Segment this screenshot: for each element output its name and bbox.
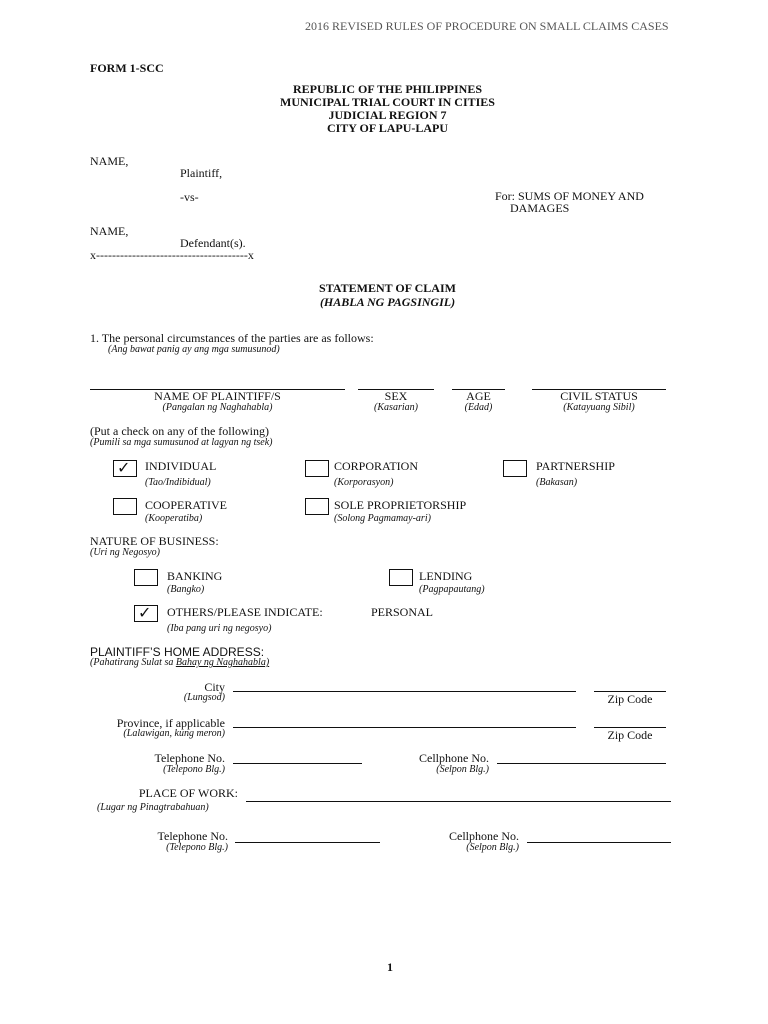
lending-translation: (Pagpapautang) [419, 584, 485, 595]
cooperative-checkbox[interactable] [113, 498, 137, 515]
province-label: Province, if applicable [116, 716, 225, 730]
col-name-translation: (Pangalan ng Naghahabla) [162, 402, 273, 413]
banking-checkbox[interactable] [134, 569, 158, 586]
court-line-3: JUDICIAL REGION 7 [328, 108, 447, 122]
lending-label: LENDING [419, 569, 473, 583]
others-label: OTHERS/PLEASE INDICATE: [167, 605, 323, 619]
section1-translation: (Ang bawat panig ay ang mga sumusunod) [108, 344, 280, 355]
work-telephone-field[interactable] [235, 842, 380, 843]
work-cellphone-field[interactable] [527, 842, 671, 843]
partnership-label: PARTNERSHIP [536, 459, 615, 473]
lending-checkbox[interactable] [389, 569, 413, 586]
province-field[interactable] [233, 727, 576, 728]
home-address-translation [90, 657, 269, 668]
city-label: City [204, 680, 225, 694]
checkmark-icon: ✓ [117, 458, 131, 477]
home-telephone-field[interactable] [233, 763, 362, 764]
defendant-name: NAME, [90, 224, 129, 238]
claim-for-line2: DAMAGES [510, 201, 570, 215]
work-cellphone-translation: (Selpon Blg.) [466, 842, 519, 853]
sole-proprietorship-label: SOLE PROPRIETORSHIP [334, 498, 467, 512]
defendant-role: Defendant(s). [180, 236, 246, 250]
work-telephone-label: Telephone No. [157, 829, 228, 843]
section1-text: 1. The personal circumstances of the parties are as follows: [90, 331, 374, 345]
home-telephone-label: Telephone No. [154, 751, 225, 765]
check-instruction-translation: (Pumili sa mga sumusunod at lagyan ng tsek) [90, 437, 273, 448]
col-age-label: AGE [466, 389, 491, 403]
home-telephone-translation: (Telepono Blg.) [163, 764, 225, 775]
place-of-work-label: PLACE OF WORK: [138, 786, 238, 800]
cooperative-translation: (Kooperatiba) [145, 513, 203, 524]
col-age-translation: (Edad) [464, 402, 493, 413]
city-translation: (Lungsod) [183, 692, 225, 703]
others-checkbox[interactable] [134, 605, 158, 622]
court-line-2: MUNICIPAL TRIAL COURT IN CITIES [280, 95, 495, 109]
col-sex-label: SEX [384, 389, 408, 403]
plaintiff-role: Plaintiff, [180, 166, 223, 180]
corporation-label: CORPORATION [334, 459, 419, 473]
caption-separator: x--------------------------------------x [90, 248, 254, 262]
place-of-work-translation: (Lugar ng Pinagtrabahuan) [97, 802, 209, 813]
checkmark-icon: ✓ [138, 603, 152, 622]
plaintiff-name: NAME, [90, 154, 129, 168]
individual-checkbox[interactable] [113, 460, 137, 477]
court-line-1: REPUBLIC OF THE PHILIPPINES [292, 82, 483, 96]
others-value: PERSONAL [371, 605, 434, 619]
province-translation: (Lalawigan, kung meron) [123, 728, 225, 739]
court-block [230, 83, 545, 135]
work-telephone-translation: (Telepono Blg.) [166, 842, 228, 853]
col-civil-status-label: CIVIL STATUS [560, 389, 638, 403]
banking-label: BANKING [167, 569, 223, 583]
individual-label: INDIVIDUAL [145, 459, 217, 473]
document-subtitle: (HABLA NG PAGSINGIL) [319, 295, 456, 309]
partnership-translation: (Bakasan) [536, 477, 578, 488]
partnership-checkbox[interactable] [503, 460, 527, 477]
sole-proprietorship-translation: (Solong Pagmamay-ari) [334, 513, 431, 524]
home-cellphone-field[interactable] [497, 763, 666, 764]
home-address-translation-prefix: (Pahatirang Sulat sa [90, 657, 176, 668]
document-title: STATEMENT OF CLAIM [319, 281, 456, 295]
nature-of-business-translation: (Uri ng Negosyo) [90, 547, 160, 558]
versus-label: -vs- [180, 190, 199, 204]
corporation-translation: (Korporasyon) [334, 477, 394, 488]
nature-of-business-label: NATURE OF BUSINESS: [90, 534, 219, 548]
col-name-label: NAME OF PLAINTIFF/S [154, 389, 281, 403]
others-translation: (Iba pang uri ng negosyo) [167, 623, 272, 634]
individual-translation: (Tao/Indibidual) [145, 477, 211, 488]
cooperative-label: COOPERATIVE [145, 498, 228, 512]
zip-code-label-2: Zip Code [607, 728, 653, 742]
home-cellphone-label: Cellphone No. [419, 751, 489, 765]
home-address-label: PLAINTIFF’S HOME ADDRESS: [90, 645, 265, 659]
check-instruction: (Put a check on any of the following) [90, 424, 269, 438]
corporation-checkbox[interactable] [305, 460, 329, 477]
city-field[interactable] [233, 691, 576, 692]
court-line-4: CITY OF LAPU-LAPU [326, 121, 449, 135]
place-of-work-field[interactable] [246, 801, 671, 802]
form-id: FORM 1-SCC [90, 61, 164, 75]
col-civil-status-translation: (Katayuang Sibil) [563, 402, 635, 413]
home-address-translation-underlined: Bahay ng Naghahabla) [175, 657, 270, 668]
banking-translation: (Bangko) [167, 584, 205, 595]
claim-for-line1: For: SUMS OF MONEY AND [495, 189, 644, 203]
col-sex-translation: (Kasarian) [374, 402, 418, 413]
sole-proprietorship-checkbox[interactable] [305, 498, 329, 515]
running-header: 2016 REVISED RULES OF PROCEDURE ON SMALL CLAIMS CASES [305, 19, 669, 33]
page-number: 1 [387, 960, 393, 974]
work-cellphone-label: Cellphone No. [449, 829, 519, 843]
zip-code-label-1: Zip Code [607, 692, 653, 706]
home-cellphone-translation: (Selpon Blg.) [436, 764, 489, 775]
